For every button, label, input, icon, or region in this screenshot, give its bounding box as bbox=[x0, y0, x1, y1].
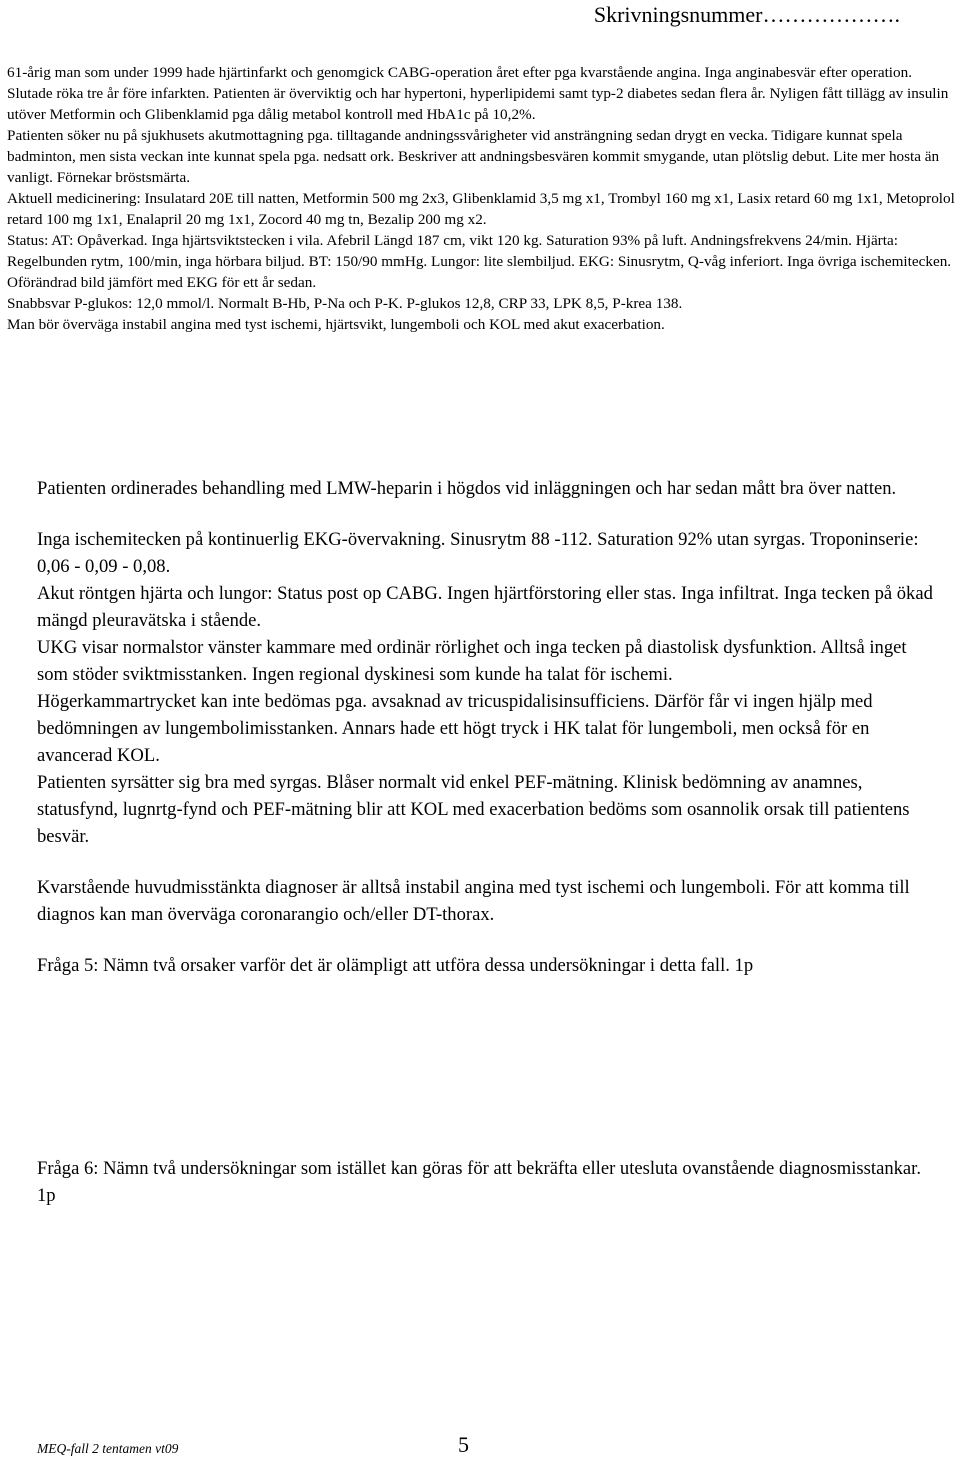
main-paragraph-ekg: Inga ischemitecken på kontinuerlig EKG-övervakning. Sinusrytm 88 -112. Saturation 92% utan syrgas. Troponinserie: 0,06 - 0,09 - 0,08. bbox=[37, 529, 919, 577]
main-paragraph-ukg: UKG visar normalstor vänster kammare med ordinär rörlighet och inga tecken på diastolisk dysfunktion. Alltså inget som stöder sviktmisstanken. Ingen regional dyskinesi som kunde ha talat för ischemi. bbox=[37, 637, 907, 685]
main-paragraph-right-ventricle: Högerkammartrycket kan inte bedömas pga. avsaknad av tricuspidalisinsufficiens. Därför får vi ingen hjälp med bedömningen av lungembolimisstanken. Annars hade ett högt tryck i HK talat för lungemboli, men också för en avancerad KOL. bbox=[37, 691, 873, 766]
main-text bbox=[37, 475, 937, 979]
question-5: Fråga 5: Nämn två orsaker varför det är olämpligt att utföra dessa undersökningar i detta fall. 1p bbox=[37, 955, 754, 976]
main-paragraph-diagnoses: Kvarstående huvudmisstänkta diagnoser är alltså instabil angina med tyst ischemi och lungemboli. För att komma till diagnos kan man överväga coronarangio och/eller DT-thorax. bbox=[37, 877, 910, 925]
case-paragraph-complaint: Patienten söker nu på sjukhusets akutmottagning pga. tilltagande andningssvårigheter vid ansträngning sedan drygt en vecka. Tidigare kunnat spela badminton, men sista veckan inte kunnat spela pga. nedsatt ork. Beskriver att andningsbesvären kommit smygande, utan plötslig debut. Lite mer hosta än vanligt. Förnekar bröstsmärta. bbox=[7, 127, 940, 186]
case-paragraph-status: Status: AT: Opåverkad. Inga hjärtsviktstecken i vila. Afebril Längd 187 cm, vikt 120 kg. Saturation 93% på luft. Andningsfrekvens 24/min. Hjärta: Regelbunden rytm, 100/min, inga hörbara biljud. BT: 150/90 mmHg. Lungor: lite slembiljud. EKG: Sinusrytm, Q-våg inferiort. Inga övriga ischemitecken. Oförändrad bild jämfört med EKG för ett år sedan. bbox=[7, 232, 952, 291]
main-paragraph-xray: Akut röntgen hjärta och lungor: Status post op CABG. Ingen hjärtförstoring eller stas. Inga infiltrat. Inga tecken på ökad mängd pleuravätska i stående. bbox=[37, 583, 933, 631]
main-paragraph-pef: Patienten syrsätter sig bra med syrgas. Blåser normalt vid enkel PEF-mätning. Klinisk bedömning av anamnes, statusfynd, lugnrtg-fynd och PEF-mätning blir att KOL med exacerbation bedöms som osannolik orsak till patientens besvär. bbox=[37, 772, 910, 847]
case-paragraph-labs: Snabbsvar P-glukos: 12,0 mmol/l. Normalt B-Hb, P-Na och P-K. P-glukos 12,8, CRP 33, LPK 8,5, P-krea 138. bbox=[7, 295, 683, 312]
page-header: Skrivningsnummer………………. bbox=[593, 2, 900, 27]
case-paragraph-differential: Man bör överväga instabil angina med tyst ischemi, hjärtsvikt, lungemboli och KOL med akut exacerbation. bbox=[7, 316, 665, 333]
page-number: 5 bbox=[458, 1432, 469, 1457]
case-paragraph-medication: Aktuell medicinering: Insulatard 20E till natten, Metformin 500 mg 2x3, Glibenklamid 3,5 mg x1, Trombyl 160 mg x1, Lasix retard 60 mg 1x1, Metoprolol retard 100 mg 1x1, Enalapril 20 mg 1x1, Zocord 40 mg tn, Bezalip 200 mg x2. bbox=[7, 190, 955, 228]
question-6: Fråga 6: Nämn två undersökningar som istället kan göras för att bekräfta eller utesluta ovanstående diagnosmisstankar. 1p bbox=[37, 1158, 921, 1206]
main-paragraph-treatment: Patienten ordinerades behandling med LMW-heparin i högdos vid inläggningen och har sedan mått bra över natten. bbox=[37, 478, 897, 499]
case-paragraph-history: 61-årig man som under 1999 hade hjärtinfarkt och genomgick CABG-operation året efter pga kvarstående angina. Inga anginabesvär efter operation. Slutade röka tre år före infarkten. Patienten är överviktig och har hypertoni, hyperlipidemi samt typ-2 diabetes sedan flera år. Nyligen fått tillägg av insulin utöver Metformin och Glibenklamid pga dålig metabol kontroll med HbA1c på 10,2%. bbox=[7, 64, 949, 123]
case-description bbox=[7, 62, 957, 335]
footer-label: MEQ-fall 2 tentamen vt09 bbox=[37, 1441, 179, 1456]
